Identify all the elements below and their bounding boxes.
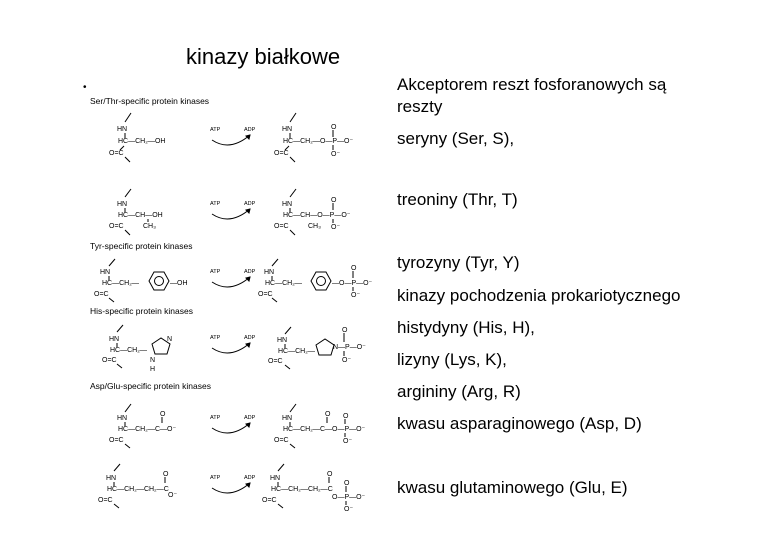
svg-text:O=C: O=C <box>94 291 109 298</box>
svg-text:O⁻: O⁻ <box>342 357 352 364</box>
svg-text:CH₃: CH₃ <box>308 223 321 230</box>
phosphoglutamate-product-structure <box>262 464 366 513</box>
tyr-atp-label: ATP <box>210 269 221 275</box>
tyrosine-substrate-structure <box>94 259 188 302</box>
thr-atp-label: ATP <box>210 201 221 207</box>
svg-text:O=C: O=C <box>109 437 124 444</box>
svg-text:O=C: O=C <box>109 223 124 230</box>
svg-text:O=C: O=C <box>98 497 113 504</box>
asp-reaction-arrow <box>210 415 256 433</box>
svg-text:HC—CH₂—C—O⁻: HC—CH₂—C—O⁻ <box>118 426 177 433</box>
svg-text:O=C: O=C <box>262 497 277 504</box>
phosphothreonine-product-structure <box>274 189 351 235</box>
svg-text:O=C: O=C <box>109 150 124 157</box>
svg-text:HN: HN <box>264 269 275 276</box>
histidine-substrate-structure <box>102 325 172 373</box>
phosphohistidine-product-structure <box>268 327 366 369</box>
svg-text:O: O <box>331 197 337 204</box>
phosphotyrosine-product-structure <box>258 259 373 302</box>
section-label-tyr: Tyr-specific protein kinases <box>90 241 193 251</box>
ser-adp-label: ADP <box>244 127 256 133</box>
svg-text:HC—CH₂—: HC—CH₂— <box>265 280 302 287</box>
svg-text:O: O <box>342 327 348 334</box>
bullet-dot: • <box>83 82 87 93</box>
svg-text:O: O <box>331 124 337 131</box>
his-atp-label: ATP <box>210 335 221 341</box>
acceptor-serine: seryny (Ser, S), <box>397 129 515 148</box>
svg-text:O: O <box>343 413 349 420</box>
acceptor-histidine: histydyny (His, H), <box>397 318 535 337</box>
svg-text:O=C: O=C <box>258 291 273 298</box>
svg-text:HC—CH₂—O—P—O⁻: HC—CH₂—O—P—O⁻ <box>283 138 354 145</box>
svg-text:O⁻: O⁻ <box>351 292 361 299</box>
thr-adp-label: ADP <box>244 201 256 207</box>
glu-reaction-arrow <box>210 475 256 493</box>
svg-text:HC—CH₂—: HC—CH₂— <box>278 348 315 355</box>
glu-atp-label: ATP <box>210 475 221 481</box>
glutamate-substrate-structure <box>98 464 177 508</box>
threonine-substrate-structure <box>109 189 163 235</box>
svg-text:O=C: O=C <box>102 357 117 364</box>
svg-text:N—P—O⁻: N—P—O⁻ <box>333 344 366 351</box>
svg-text:O: O <box>327 471 333 478</box>
svg-text:HN: HN <box>117 415 128 422</box>
his-adp-label: ADP <box>244 335 256 341</box>
svg-text:HC—CH₂—OH: HC—CH₂—OH <box>118 138 166 145</box>
acceptor-lysine: lizyny (Lys, K), <box>397 350 507 369</box>
svg-text:O⁻: O⁻ <box>344 506 354 513</box>
section-label-asp-glu: Asp/Glu-specific protein kinases <box>90 381 211 391</box>
intro-line-1: Akceptorem reszt fosforanowych są <box>397 75 667 94</box>
acceptor-glutamate: kwasu glutaminowego (Glu, E) <box>397 478 628 497</box>
svg-text:HC—CH₂—: HC—CH₂— <box>102 280 139 287</box>
aspartate-substrate-structure <box>109 404 176 448</box>
svg-text:CH₃: CH₃ <box>143 223 156 230</box>
intro-line-2: reszty <box>397 97 443 116</box>
svg-text:H: H <box>150 366 156 373</box>
svg-text:O: O <box>344 480 350 487</box>
svg-text:HN: HN <box>270 475 281 482</box>
svg-text:HN: HN <box>106 475 117 482</box>
svg-text:HN: HN <box>117 126 128 133</box>
page-title: kinazy białkowe <box>186 44 341 69</box>
thr-reaction-arrow <box>210 201 256 219</box>
svg-text:N: N <box>150 357 156 364</box>
svg-text:O=C: O=C <box>274 150 289 157</box>
section-label-his: His-specific protein kinases <box>90 306 193 316</box>
phosphoaspartate-product-structure <box>274 404 366 448</box>
tyr-adp-label: ADP <box>244 269 256 275</box>
svg-text:O⁻: O⁻ <box>331 224 341 231</box>
asp-atp-label: ATP <box>210 415 221 421</box>
acceptor-threonine: treoniny (Thr, T) <box>397 190 518 209</box>
svg-text:O—P—O⁻: O—P—O⁻ <box>332 494 366 501</box>
phosphoserine-product-structure <box>274 113 353 162</box>
svg-text:HC—CH₂—CH₂—C: HC—CH₂—CH₂—C <box>271 486 333 493</box>
svg-text:O: O <box>325 411 331 418</box>
svg-text:HC—CH—OH: HC—CH—OH <box>118 212 163 219</box>
svg-text:N: N <box>167 336 173 343</box>
svg-text:HN: HN <box>277 337 288 344</box>
svg-text:HC—CH₂—C—O—P—O⁻: HC—CH₂—C—O—P—O⁻ <box>283 426 366 433</box>
ser-reaction-arrow <box>210 127 256 145</box>
section-label-ser-thr: Ser/Thr-specific protein kinases <box>90 96 210 106</box>
svg-text:HN: HN <box>282 126 293 133</box>
acceptor-arginine: argininy (Arg, R) <box>397 382 521 401</box>
svg-text:O: O <box>160 411 166 418</box>
svg-text:HC—CH₂—: HC—CH₂— <box>110 347 147 354</box>
acceptor-aspartate: kwasu asparaginowego (Asp, D) <box>397 414 642 433</box>
serine-substrate-structure <box>109 113 165 162</box>
svg-text:HN: HN <box>100 269 111 276</box>
his-reaction-arrow <box>210 335 256 353</box>
svg-text:O⁻: O⁻ <box>331 151 341 158</box>
svg-text:—OH: —OH <box>170 280 188 287</box>
svg-text:HC—CH—O—P—O⁻: HC—CH—O—P—O⁻ <box>283 212 351 219</box>
svg-text:HN: HN <box>109 336 120 343</box>
svg-text:O=C: O=C <box>274 223 289 230</box>
asp-adp-label: ADP <box>244 415 256 421</box>
svg-text:HC—CH₂—CH₂—C: HC—CH₂—CH₂—C <box>107 486 169 493</box>
acceptor-tyrosine: tyrozyny (Tyr, Y) <box>397 253 520 272</box>
ser-atp-label: ATP <box>210 127 221 133</box>
prokaryotic-kinases-heading: kinazy pochodzenia prokariotycznego <box>397 286 681 305</box>
glu-adp-label: ADP <box>244 475 256 481</box>
tyr-reaction-arrow <box>210 269 256 287</box>
svg-text:—O—P—O⁻: —O—P—O⁻ <box>332 280 373 287</box>
svg-text:O: O <box>163 471 169 478</box>
svg-text:O⁻: O⁻ <box>343 438 353 445</box>
svg-text:O: O <box>351 265 357 272</box>
svg-text:O=C: O=C <box>268 358 283 365</box>
svg-text:O=C: O=C <box>274 437 289 444</box>
svg-text:HN: HN <box>117 201 128 208</box>
svg-text:HN: HN <box>282 201 293 208</box>
svg-text:HN: HN <box>282 415 293 422</box>
svg-text:O⁻: O⁻ <box>168 492 178 499</box>
